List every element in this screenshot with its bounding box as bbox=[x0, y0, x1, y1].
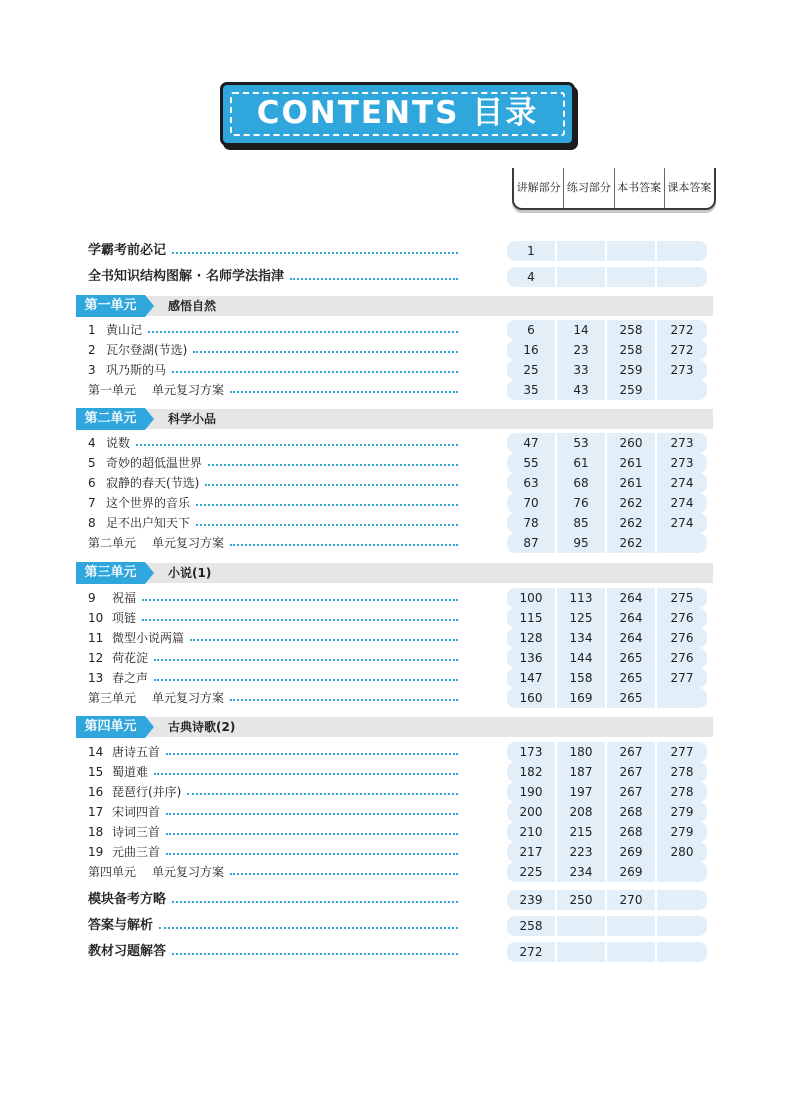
entry-number: 9 bbox=[88, 591, 96, 605]
page-number-cell: 215 bbox=[557, 822, 605, 842]
page-number-cell bbox=[657, 533, 707, 553]
page-cells bbox=[507, 802, 709, 822]
page-number-cell: 258 bbox=[607, 320, 655, 340]
page-number-cell: 53 bbox=[557, 433, 605, 453]
toc-row-lesson[interactable] bbox=[0, 742, 790, 762]
page-number-cell: 187 bbox=[557, 762, 605, 782]
page-number-cell: 259 bbox=[607, 380, 655, 400]
toc-row-lesson[interactable] bbox=[0, 360, 790, 380]
entry-label: 黄山记 bbox=[106, 323, 143, 337]
page-number-cell bbox=[557, 241, 605, 261]
page-number-cell: 267 bbox=[607, 742, 655, 762]
page-cells bbox=[507, 916, 709, 936]
page-number-cell: 264 bbox=[607, 628, 655, 648]
toc-entry-title bbox=[88, 608, 136, 628]
page-number-cell: 87 bbox=[507, 533, 555, 553]
toc-entry-title bbox=[88, 890, 166, 910]
entry-label: 教材习题解答 bbox=[88, 944, 167, 959]
page-number-cell: 95 bbox=[557, 533, 605, 553]
page-number-cell: 268 bbox=[607, 802, 655, 822]
unit-title: 古典诗歌(2) bbox=[168, 720, 236, 734]
page-number-cell bbox=[607, 916, 655, 936]
toc-row-lesson[interactable] bbox=[0, 762, 790, 782]
dot-leader bbox=[187, 793, 458, 795]
column-book-answers: 本书答案 bbox=[614, 168, 664, 208]
toc-row-review[interactable] bbox=[0, 380, 790, 400]
page-number-cell: 280 bbox=[657, 842, 707, 862]
entry-sublabel: 单元复习方案 bbox=[152, 383, 225, 397]
page-number-cell: 144 bbox=[557, 648, 605, 668]
toc-row-lesson[interactable] bbox=[0, 320, 790, 340]
page-number-cell: 269 bbox=[607, 842, 655, 862]
toc-row-intro[interactable] bbox=[0, 241, 790, 261]
toc-entry-title bbox=[88, 842, 160, 862]
page-number-cell: 272 bbox=[507, 942, 555, 962]
dot-leader bbox=[230, 699, 458, 701]
toc-row-review[interactable] bbox=[0, 533, 790, 553]
page-number-cell bbox=[657, 241, 707, 261]
page-number-cell bbox=[557, 916, 605, 936]
entry-label: 全书知识结构图解 · 名师学法指津 bbox=[88, 269, 284, 284]
page-number-cell bbox=[557, 942, 605, 962]
page-cells bbox=[507, 513, 709, 533]
page-number-cell: 14 bbox=[557, 320, 605, 340]
entry-label: 寂静的春天(节选) bbox=[106, 476, 200, 490]
page-number-cell: 25 bbox=[507, 360, 555, 380]
page-cells bbox=[507, 842, 709, 862]
toc-row-lesson[interactable] bbox=[0, 842, 790, 862]
page-number-cell: 267 bbox=[607, 762, 655, 782]
unit-tag: 第一单元 bbox=[76, 295, 145, 317]
page-number-cell: 173 bbox=[507, 742, 555, 762]
column-textbook-answers: 课本答案 bbox=[664, 168, 714, 208]
toc-entry-title bbox=[88, 533, 224, 553]
toc-row-outro[interactable] bbox=[0, 890, 790, 910]
toc-entry-title bbox=[88, 742, 160, 762]
title-banner bbox=[220, 82, 575, 146]
page-cells bbox=[507, 241, 709, 261]
toc-row-lesson[interactable] bbox=[0, 588, 790, 608]
page-number-cell: 273 bbox=[657, 433, 707, 453]
page-number-cell: 276 bbox=[657, 648, 707, 668]
page-number-cell: 270 bbox=[607, 890, 655, 910]
toc-row-outro[interactable] bbox=[0, 942, 790, 962]
page-number-cell: 223 bbox=[557, 842, 605, 862]
dot-leader bbox=[172, 252, 458, 254]
toc-entry-title bbox=[88, 916, 153, 936]
toc-entry-title bbox=[88, 942, 166, 962]
page-number-cell: 273 bbox=[657, 453, 707, 473]
unit-header bbox=[76, 717, 713, 737]
page-number-cell bbox=[607, 241, 655, 261]
entry-label: 祝福 bbox=[112, 591, 137, 605]
page-number-cell: 217 bbox=[507, 842, 555, 862]
unit-title: 科学小品 bbox=[168, 412, 217, 426]
toc-row-lesson[interactable] bbox=[0, 513, 790, 533]
page-number-cell: 261 bbox=[607, 473, 655, 493]
page-number-cell bbox=[657, 688, 707, 708]
entry-number: 3 bbox=[88, 363, 96, 377]
toc-row-lesson[interactable] bbox=[0, 340, 790, 360]
toc-entry-title bbox=[88, 762, 148, 782]
page-number-cell: 261 bbox=[607, 453, 655, 473]
dot-leader bbox=[154, 679, 458, 681]
entry-label: 项链 bbox=[112, 611, 137, 625]
page-cells bbox=[507, 688, 709, 708]
page-number-cell: 55 bbox=[507, 453, 555, 473]
page-number-cell bbox=[657, 916, 707, 936]
toc-entry-title bbox=[88, 688, 224, 708]
column-header bbox=[512, 168, 716, 210]
entry-number: 4 bbox=[88, 436, 96, 450]
entry-number: 10 bbox=[88, 611, 104, 625]
page-cells bbox=[507, 380, 709, 400]
page-number-cell: 63 bbox=[507, 473, 555, 493]
entry-number: 2 bbox=[88, 343, 96, 357]
toc-entry-title bbox=[88, 320, 142, 340]
page-cells bbox=[507, 822, 709, 842]
page-number-cell: 100 bbox=[507, 588, 555, 608]
page-number-cell: 78 bbox=[507, 513, 555, 533]
page-number-cell: 4 bbox=[507, 267, 555, 287]
toc-row-intro[interactable] bbox=[0, 267, 790, 287]
page-number-cell bbox=[557, 267, 605, 287]
dot-leader bbox=[159, 927, 458, 929]
page-number-cell: 265 bbox=[607, 668, 655, 688]
page-number-cell: 113 bbox=[557, 588, 605, 608]
entry-label: 宋词四首 bbox=[112, 805, 161, 819]
page-number-cell: 268 bbox=[607, 822, 655, 842]
entry-label: 元曲三首 bbox=[112, 845, 161, 859]
toc-entry-title bbox=[88, 340, 187, 360]
page-number-cell: 272 bbox=[657, 340, 707, 360]
toc-row-lesson[interactable] bbox=[0, 782, 790, 802]
page-number-cell: 134 bbox=[557, 628, 605, 648]
page-number-cell: 267 bbox=[607, 782, 655, 802]
page-cells bbox=[507, 453, 709, 473]
page-number-cell: 125 bbox=[557, 608, 605, 628]
page-number-cell: 250 bbox=[557, 890, 605, 910]
page-number-cell: 147 bbox=[507, 668, 555, 688]
entry-label: 巩乃斯的马 bbox=[106, 363, 167, 377]
toc-entry-title bbox=[88, 513, 190, 533]
page-cells bbox=[507, 433, 709, 453]
page-number-cell: 43 bbox=[557, 380, 605, 400]
dot-leader bbox=[154, 659, 458, 661]
page-number-cell: 274 bbox=[657, 513, 707, 533]
dot-leader bbox=[172, 371, 458, 373]
entry-number: 12 bbox=[88, 651, 104, 665]
dot-leader bbox=[208, 464, 458, 466]
toc-row-lesson[interactable] bbox=[0, 668, 790, 688]
entry-label: 这个世界的音乐 bbox=[106, 496, 191, 510]
page-cells bbox=[507, 608, 709, 628]
page-number-cell bbox=[607, 942, 655, 962]
toc-entry-title bbox=[88, 668, 148, 688]
toc-row-lesson[interactable] bbox=[0, 608, 790, 628]
page-number-cell: 278 bbox=[657, 762, 707, 782]
toc-row-lesson[interactable] bbox=[0, 628, 790, 648]
page-title: CONTENTS 目录 bbox=[256, 95, 539, 131]
entry-number: 17 bbox=[88, 805, 104, 819]
page-number-cell: 279 bbox=[657, 822, 707, 842]
toc-row-lesson[interactable] bbox=[0, 453, 790, 473]
unit-title: 感悟自然 bbox=[168, 299, 217, 313]
page-number-cell: 197 bbox=[557, 782, 605, 802]
page-number-cell: 68 bbox=[557, 473, 605, 493]
dot-leader bbox=[196, 504, 458, 506]
page-cells bbox=[507, 628, 709, 648]
dot-leader bbox=[196, 524, 458, 526]
page-number-cell: 210 bbox=[507, 822, 555, 842]
page-cells bbox=[507, 340, 709, 360]
page-number-cell: 276 bbox=[657, 608, 707, 628]
entry-number: 13 bbox=[88, 671, 104, 685]
page-cells bbox=[507, 782, 709, 802]
entry-label: 第三单元 bbox=[88, 691, 137, 705]
page-number-cell: 276 bbox=[657, 628, 707, 648]
page-cells bbox=[507, 360, 709, 380]
entry-number: 1 bbox=[88, 323, 96, 337]
entry-label: 第二单元 bbox=[88, 536, 137, 550]
entry-number: 6 bbox=[88, 476, 96, 490]
entry-label: 答案与解析 bbox=[88, 918, 154, 933]
entry-number: 7 bbox=[88, 496, 96, 510]
page-number-cell bbox=[657, 380, 707, 400]
page-number-cell: 269 bbox=[607, 862, 655, 882]
page-number-cell: 279 bbox=[657, 802, 707, 822]
page-cells bbox=[507, 742, 709, 762]
page-cells bbox=[507, 320, 709, 340]
toc-entry-title bbox=[88, 588, 136, 608]
entry-number: 11 bbox=[88, 631, 104, 645]
entry-label: 诗词三首 bbox=[112, 825, 161, 839]
toc-entry-title bbox=[88, 433, 130, 453]
unit-header bbox=[76, 296, 713, 316]
page-cells bbox=[507, 533, 709, 553]
page-number-cell: 274 bbox=[657, 493, 707, 513]
page-cells bbox=[507, 267, 709, 287]
dot-leader bbox=[290, 278, 458, 280]
page-number-cell: 260 bbox=[607, 433, 655, 453]
dot-leader bbox=[148, 331, 458, 333]
dot-leader bbox=[166, 833, 458, 835]
dot-leader bbox=[190, 639, 458, 641]
toc-row-lesson[interactable] bbox=[0, 473, 790, 493]
dot-leader bbox=[230, 873, 458, 875]
dot-leader bbox=[230, 391, 458, 393]
column-practice: 练习部分 bbox=[563, 168, 613, 208]
page-number-cell: 265 bbox=[607, 648, 655, 668]
dot-leader bbox=[230, 544, 458, 546]
entry-label: 学霸考前必记 bbox=[88, 243, 167, 258]
entry-label: 第一单元 bbox=[88, 383, 137, 397]
page-number-cell: 182 bbox=[507, 762, 555, 782]
toc-entry-title bbox=[88, 822, 160, 842]
page-cells bbox=[507, 588, 709, 608]
page-cells bbox=[507, 890, 709, 910]
dot-leader bbox=[136, 444, 458, 446]
page-number-cell: 264 bbox=[607, 608, 655, 628]
dot-leader bbox=[166, 853, 458, 855]
page-number-cell: 278 bbox=[657, 782, 707, 802]
entry-label: 瓦尔登湖(节选) bbox=[106, 343, 188, 357]
toc-entry-title bbox=[88, 782, 181, 802]
entry-number: 16 bbox=[88, 785, 104, 799]
page-number-cell: 61 bbox=[557, 453, 605, 473]
entry-label: 荷花淀 bbox=[112, 651, 149, 665]
dot-leader bbox=[205, 484, 458, 486]
entry-label: 第四单元 bbox=[88, 865, 137, 879]
page-number-cell: 180 bbox=[557, 742, 605, 762]
toc-row-lesson[interactable] bbox=[0, 433, 790, 453]
dot-leader bbox=[172, 953, 458, 955]
page-number-cell: 76 bbox=[557, 493, 605, 513]
page-number-cell: 115 bbox=[507, 608, 555, 628]
toc-row-lesson[interactable] bbox=[0, 822, 790, 842]
page-cells bbox=[507, 668, 709, 688]
page-cells bbox=[507, 762, 709, 782]
unit-tag: 第二单元 bbox=[76, 408, 145, 430]
entry-number: 8 bbox=[88, 516, 96, 530]
entry-sublabel: 单元复习方案 bbox=[152, 536, 225, 550]
entry-number: 15 bbox=[88, 765, 104, 779]
entry-label: 说数 bbox=[106, 436, 131, 450]
toc-entry-title bbox=[88, 628, 184, 648]
unit-tag: 第三单元 bbox=[76, 562, 145, 584]
toc-row-review[interactable] bbox=[0, 688, 790, 708]
page-number-cell: 262 bbox=[607, 513, 655, 533]
entry-label: 微型小说两篇 bbox=[112, 631, 185, 645]
page-number-cell: 273 bbox=[657, 360, 707, 380]
page-number-cell: 169 bbox=[557, 688, 605, 708]
dot-leader bbox=[193, 351, 458, 353]
page-number-cell: 160 bbox=[507, 688, 555, 708]
page-number-cell: 1 bbox=[507, 241, 555, 261]
page-number-cell: 275 bbox=[657, 588, 707, 608]
page-number-cell: 85 bbox=[557, 513, 605, 533]
page-number-cell: 16 bbox=[507, 340, 555, 360]
entry-label: 琵琶行(并序) bbox=[112, 785, 182, 799]
toc-entry-title bbox=[88, 473, 199, 493]
toc-row-outro[interactable] bbox=[0, 916, 790, 936]
page-number-cell bbox=[657, 267, 707, 287]
page-number-cell: 258 bbox=[607, 340, 655, 360]
toc-entry-title bbox=[88, 802, 160, 822]
page-number-cell: 158 bbox=[557, 668, 605, 688]
page-number-cell: 208 bbox=[557, 802, 605, 822]
page-number-cell bbox=[607, 267, 655, 287]
toc-entry-title bbox=[88, 862, 224, 882]
toc-entry-title bbox=[88, 453, 202, 473]
page-number-cell: 128 bbox=[507, 628, 555, 648]
dot-leader bbox=[142, 599, 458, 601]
entry-sublabel: 单元复习方案 bbox=[152, 691, 225, 705]
toc-row-review[interactable] bbox=[0, 862, 790, 882]
page-number-cell: 265 bbox=[607, 688, 655, 708]
page-number-cell: 47 bbox=[507, 433, 555, 453]
page-number-cell: 225 bbox=[507, 862, 555, 882]
page-number-cell: 136 bbox=[507, 648, 555, 668]
dot-leader bbox=[142, 619, 458, 621]
toc-entry-title bbox=[88, 360, 166, 380]
entry-sublabel: 单元复习方案 bbox=[152, 865, 225, 879]
page-number-cell: 239 bbox=[507, 890, 555, 910]
entry-number: 14 bbox=[88, 745, 104, 759]
page-number-cell: 6 bbox=[507, 320, 555, 340]
entry-label: 模块备考方略 bbox=[88, 892, 167, 907]
page-number-cell: 262 bbox=[607, 493, 655, 513]
dot-leader bbox=[166, 753, 458, 755]
page-number-cell: 272 bbox=[657, 320, 707, 340]
page-number-cell: 190 bbox=[507, 782, 555, 802]
entry-number: 19 bbox=[88, 845, 104, 859]
toc-entry-title bbox=[88, 493, 190, 513]
page-number-cell bbox=[657, 890, 707, 910]
toc-entry-title bbox=[88, 648, 148, 668]
entry-label: 春之声 bbox=[112, 671, 149, 685]
page-cells bbox=[507, 473, 709, 493]
page-number-cell bbox=[657, 942, 707, 962]
page-number-cell: 35 bbox=[507, 380, 555, 400]
dot-leader bbox=[154, 773, 458, 775]
toc-row-lesson[interactable] bbox=[0, 802, 790, 822]
page-number-cell: 33 bbox=[557, 360, 605, 380]
dot-leader bbox=[166, 813, 458, 815]
page-cells bbox=[507, 942, 709, 962]
page-number-cell: 277 bbox=[657, 742, 707, 762]
entry-label: 奇妙的超低温世界 bbox=[106, 456, 203, 470]
page-cells bbox=[507, 493, 709, 513]
column-lecture: 讲解部分 bbox=[516, 181, 561, 194]
unit-tag: 第四单元 bbox=[76, 716, 145, 738]
page-number-cell: 274 bbox=[657, 473, 707, 493]
page-number-cell: 70 bbox=[507, 493, 555, 513]
toc-entry-title bbox=[88, 267, 284, 287]
toc-row-lesson[interactable] bbox=[0, 493, 790, 513]
entry-number: 18 bbox=[88, 825, 104, 839]
toc-entry-title bbox=[88, 380, 224, 400]
page-number-cell: 258 bbox=[507, 916, 555, 936]
toc-row-lesson[interactable] bbox=[0, 648, 790, 668]
entry-label: 蜀道难 bbox=[112, 765, 149, 779]
page-number-cell: 264 bbox=[607, 588, 655, 608]
page-cells bbox=[507, 648, 709, 668]
entry-label: 足不出户知天下 bbox=[106, 516, 191, 530]
unit-header bbox=[76, 563, 713, 583]
page-number-cell: 234 bbox=[557, 862, 605, 882]
unit-title: 小说(1) bbox=[168, 566, 212, 580]
page-number-cell: 277 bbox=[657, 668, 707, 688]
unit-header bbox=[76, 409, 713, 429]
page-number-cell: 262 bbox=[607, 533, 655, 553]
entry-label: 唐诗五首 bbox=[112, 745, 161, 759]
dot-leader bbox=[172, 901, 458, 903]
page-number-cell: 23 bbox=[557, 340, 605, 360]
page-number-cell: 200 bbox=[507, 802, 555, 822]
entry-number: 5 bbox=[88, 456, 96, 470]
page-number-cell bbox=[657, 862, 707, 882]
toc-entry-title bbox=[88, 241, 166, 261]
page-cells bbox=[507, 862, 709, 882]
page-number-cell: 259 bbox=[607, 360, 655, 380]
